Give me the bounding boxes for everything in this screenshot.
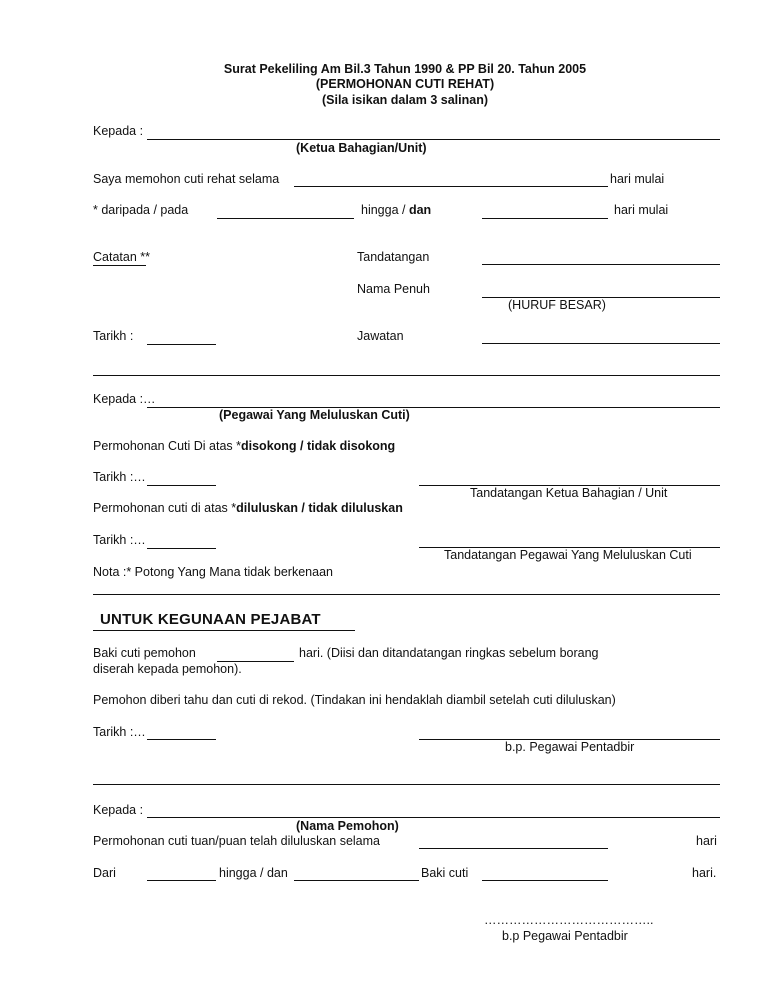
tempoh-diluluskan-line[interactable] <box>419 848 608 849</box>
catatan-label: Catatan ** <box>93 250 150 264</box>
hingga-line[interactable] <box>482 218 608 219</box>
section-divider-2 <box>93 594 720 595</box>
tarikh-line-2[interactable] <box>147 485 216 486</box>
baki-cuti-pemohon-label: Baki cuti pemohon <box>93 646 196 660</box>
sig-ketua-caption: Tandatangan Ketua Bahagian / Unit <box>470 486 668 500</box>
daripada-label: * daripada / pada <box>93 203 189 217</box>
hari-mulai-label-1: hari mulai <box>610 172 665 186</box>
huruf-besar-note: (HURUF BESAR) <box>508 298 606 312</box>
kepada-label-3: Kepada : <box>93 803 144 817</box>
nama-penuh-label: Nama Penuh <box>357 282 430 296</box>
baki-cuti-label: Baki cuti <box>421 866 469 880</box>
tarikh-label-4: Tarikh :… <box>93 725 146 739</box>
diluluskan-statement: Permohonan cuti di atas *diluluskan / tidak diluluskan <box>93 501 403 515</box>
form-reference-title: Surat Pekeliling Am Bil.3 Tahun 1990 & PP Bil 20. Tahun 2005 <box>223 62 587 76</box>
tarikh-label-3: Tarikh :… <box>93 533 146 547</box>
daripada-line[interactable] <box>217 218 354 219</box>
tarikh-label-2: Tarikh :… <box>93 470 146 484</box>
hingga-dan-label: hingga / dan <box>219 866 288 880</box>
baki-cuti-note: hari. (Diisi dan ditandatangan ringkas sebelum borang <box>299 646 599 660</box>
hari-label-2: hari. <box>692 866 717 880</box>
tarikh-label-1: Tarikh : <box>93 329 134 343</box>
jawatan-line[interactable] <box>482 343 720 344</box>
hingga-label: hingga / dan <box>361 203 432 217</box>
tandatangan-label: Tandatangan <box>357 250 430 264</box>
saya-memohon-label: Saya memohon cuti rehat selama <box>93 172 280 186</box>
kepada-caption-ketua: (Ketua Bahagian/Unit) <box>296 141 427 155</box>
baki-cuti-note-line2: diserah kepada pemohon). <box>93 662 242 676</box>
baki-cuti-line[interactable] <box>482 880 608 881</box>
dari-label: Dari <box>93 866 116 880</box>
disokong-statement: Permohonan Cuti Di atas *disokong / tidak disokong <box>93 439 396 453</box>
pemohon-diberi-tahu-text: Pemohon diberi tahu dan cuti di rekod. (Tindakan ini hendaklah diambil setelah cuti diluluskan) <box>93 693 616 707</box>
hari-mulai-label-2: hari mulai <box>614 203 669 217</box>
tandatangan-line[interactable] <box>482 264 720 265</box>
bp-pentadbir-caption-2: b.p Pegawai Pentadbir <box>502 929 628 943</box>
hari-label-1: hari <box>696 834 717 848</box>
kepada-caption-pegawai: (Pegawai Yang Meluluskan Cuti) <box>219 408 410 422</box>
tarikh-line-3[interactable] <box>147 548 216 549</box>
nota-text: Nota :* Potong Yang Mana tidak berkenaan <box>93 565 333 579</box>
kepada-line[interactable] <box>147 139 720 140</box>
tarikh-line-4[interactable] <box>147 739 216 740</box>
permohonan-diluluskan-label: Permohonan cuti tuan/puan telah diluluskan selama <box>93 834 380 848</box>
kepada-label: Kepada : <box>93 124 144 138</box>
jawatan-label: Jawatan <box>357 329 404 343</box>
tarikh-line-1[interactable] <box>147 344 216 345</box>
kepada-label-2: Kepada :… <box>93 392 156 406</box>
form-title: (PERMOHONAN CUTI REHAT) <box>315 77 495 91</box>
catatan-underline <box>93 265 146 266</box>
office-use-heading-underline <box>93 630 355 631</box>
dari-line[interactable] <box>147 880 216 881</box>
section-divider-3 <box>93 784 720 785</box>
section-divider-1 <box>93 375 720 376</box>
kepada-line-3[interactable] <box>147 817 720 818</box>
hingga-dan-line[interactable] <box>294 880 419 881</box>
signature-dots[interactable]: ………………………………….. <box>484 913 654 927</box>
bp-pentadbir-caption: b.p. Pegawai Pentadbir <box>505 740 635 754</box>
office-use-heading: UNTUK KEGUNAAN PEJABAT <box>100 611 321 628</box>
sig-pegawai-caption: Tandatangan Pegawai Yang Meluluskan Cuti <box>444 548 692 562</box>
kepada-caption-pemohon: (Nama Pemohon) <box>296 819 399 833</box>
form-instruction: (Sila isikan dalam 3 salinan) <box>321 93 489 107</box>
tempoh-cuti-line[interactable] <box>294 186 608 187</box>
